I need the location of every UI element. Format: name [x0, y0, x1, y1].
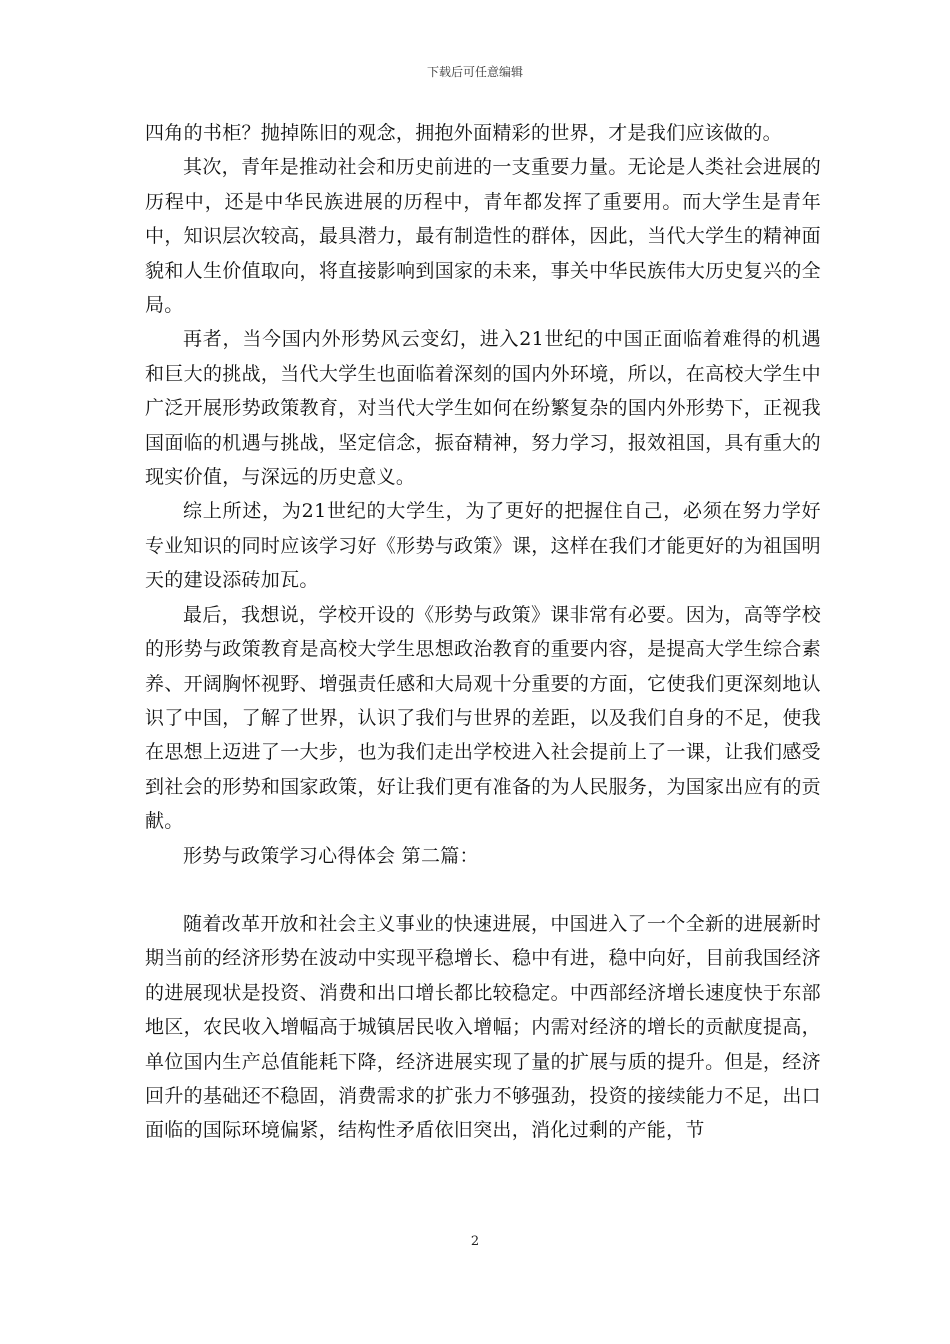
page-header: 下载后可任意编辑	[426, 65, 523, 79]
paragraph-in-summary: 综上所述，为21世纪的大学生，为了更好的把握住自己，必须在努力学好专业知识的同时应该学习好《形势与政策》课，这样在我们才能更好的为祖国明天的建设添砖加瓦。	[145, 500, 821, 592]
paragraph-economy: 随着改革开放和社会主义事业的快速进展，中国进入了一个全新的进展新时期当前的经济形势在波动中实现平稳增长、稳中有进，稳中向好，目前我国经济的进展现状是投资、消费和出口增长都比较稳定。中西部经济增长速度快于东部地区，农民收入增幅高于城镇居民收入增幅；内需对经济的增长的贡献度提高，单位国内生产总值能耗下降，经济进展实现了量的扩展与质的提升。但是，经济回升的基础还不稳固，消费需求的扩张力不够强劲，投资的接续能力不足，出口面临的国际环境偏紧，结构性矛盾依旧突出，消化过剩的产能，节	[145, 912, 821, 1142]
paragraph-secondly: 其次，青年是推动社会和历史前进的一支重要力量。无论是人类社会进展的历程中，还是中华民族进展的历程中，青年都发挥了重要用。而大学生是青年中，知识层次较高，最具潜力，最有制造性的群体，因此，当代大学生的精神面貌和人生价值取向，将直接影响到国家的未来，事关中华民族伟大历史复兴的全局。	[145, 156, 821, 317]
blank-line	[145, 873, 821, 907]
paragraph-furthermore: 再者，当今国内外形势风云变幻，进入21世纪的中国正面临着难得的机遇和巨大的挑战，当代大学生也面临着深刻的国内外环境，所以，在高校大学生中广泛开展形势政策教育，对当代大学生如何在纷繁复杂的国内外形势下，正视我国面临的机遇与挑战，坚定信念，振奋精神，努力学习，报效祖国，具有重大的现实价值，与深远的历史意义。	[145, 328, 821, 489]
paragraph-continuation: 四角的书柜？抛掉陈旧的观念，拥抱外面精彩的世界，才是我们应该做的。	[145, 122, 782, 144]
paragraph-finally: 最后，我想说，学校开设的《形势与政策》课非常有必要。因为，高等学校的形势与政策教育是高校大学生思想政治教育的重要内容，是提高大学生综合素养、开阔胸怀视野、增强责任感和大局观十分重要的方面，它使我们更深刻地认识了中国，了解了世界，认识了我们与世界的差距，以及我们自身的不足，使我在思想上迈进了一大步，也为我们走出学校进入社会提前上了一课，让我们感受到社会的形势和国家政策，好让我们更有准备的为人民服务，为国家出应有的贡献。	[145, 603, 821, 833]
page-number: 2	[470, 1234, 480, 1249]
section-heading-part-two: 形势与政策学习心得体会 第二篇：	[183, 844, 479, 867]
document-body	[145, 116, 821, 1148]
